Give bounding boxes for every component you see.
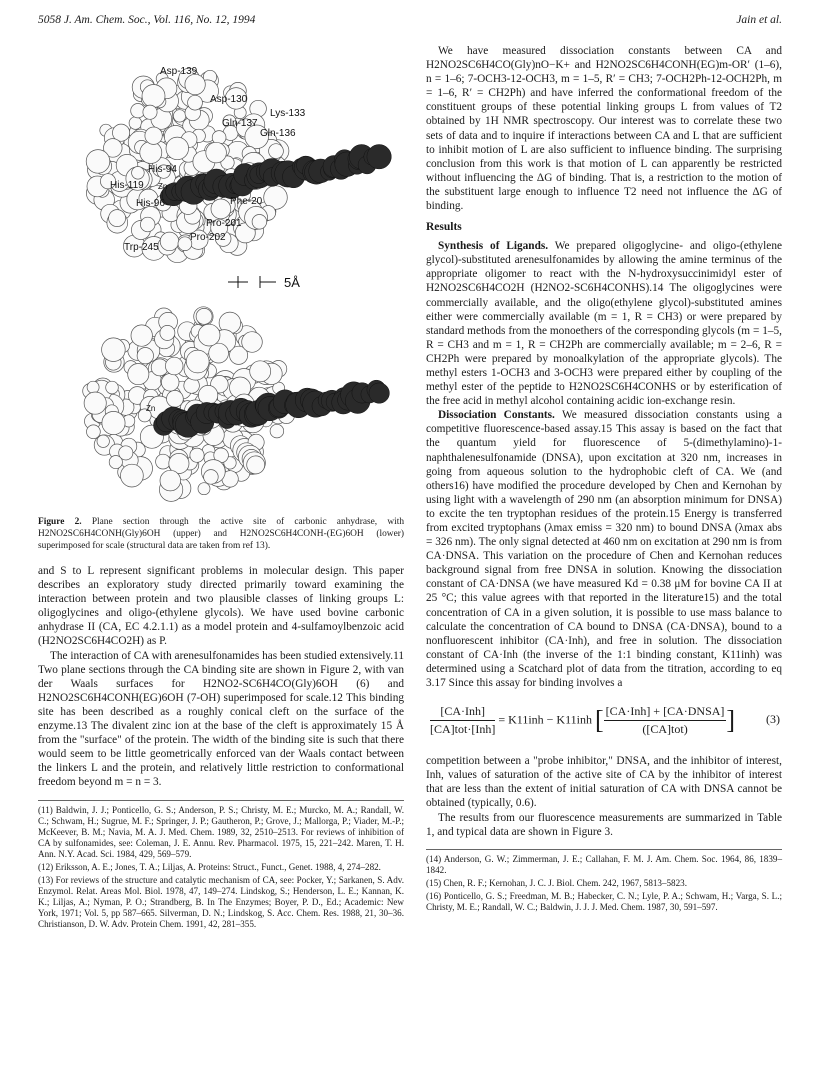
atom-sphere [87, 381, 99, 393]
label-zn-lower: Zn [146, 404, 156, 413]
left-footnotes [38, 800, 404, 930]
atom-sphere [186, 350, 209, 373]
figure-2-graphic [38, 44, 404, 514]
label-zn-upper: Zn [158, 182, 168, 191]
figure-2 [38, 44, 404, 514]
synthesis-text: We prepared oligoglycine- and oligo-(ethylene glycol)-substituted arenesulfonamides by allowing the amine terminus of the appropriate oligomer to react with the N-hydroxysuccinimidyl ester of H2NO2SC6H4CO2H (H2NO2-SC6H4CONHS).14 The oligoglycines were commercially available, and the oligo(ethylene glycol)-substituted amines either were commercially available (m = 1, R = CH3) or were prepared by standard methods from the monoethers of the corresponding glycols (m = 1–5, R = CH3 and m = 1, R = CH2Ph are commercially available; m = 2–6, R = CH2Ph were prepared by monoalkylation of the appropriate glycols). The methyl esters 1-OCH3 and 3-OCH3 were prepared either by coupling of the methyl ester of the peptide to H2NO2SC6H4CONHS or by esterification of the free acid in methyl alcohol containing acidic ion-exchange resin. [426, 240, 782, 408]
atom-sphere [198, 324, 220, 346]
atom-sphere [140, 217, 155, 232]
label-pro-202: Pro-202 [190, 232, 226, 243]
atom-sphere [160, 470, 181, 491]
paragraph-results: The results from our fluorescence measurements are summarized in Table 1, and typical data are shown in Figure 3. [426, 811, 782, 838]
atom-sphere [247, 456, 265, 474]
equation-rhs-numerator: [CA·Inh] + [CA·DNSA] [604, 704, 727, 721]
atom-sphere [102, 338, 126, 362]
atom-sphere [128, 364, 149, 385]
atom-sphere [119, 446, 133, 460]
scale-bar-label: 5Å [284, 275, 300, 290]
atom-sphere [166, 137, 189, 160]
footnote-14: (14) Anderson, G. W.; Zimmerman, J. E.; Callahan, F. M. J. Am. Chem. Soc. 1964, 86, 1839–1842. [426, 853, 782, 875]
atom-sphere [242, 332, 263, 353]
page-header [38, 14, 782, 32]
label-lys-133: Lys-133 [270, 108, 306, 119]
dissociation-subhead: Dissociation Constants. [438, 409, 555, 422]
atom-sphere [204, 470, 219, 485]
atom-sphere [142, 85, 165, 108]
paragraph-competition: competition between a "probe inhibitor," DNSA, and the inhibitor of interest, Inh, values of saturation of the active site of CA by the inhibitor of interest that are less than the extent of initial saturation of CA with DNSA cannot be obtained (typically, 0.6). [426, 755, 782, 810]
atom-sphere [140, 142, 162, 164]
atom-sphere [84, 392, 106, 414]
label-gln-136: Gln-136 [260, 128, 296, 139]
atom-sphere [161, 374, 179, 392]
equation-3: $\frac{\text{[CA·Inh]}}{\text{[CA]tot·[Inh]}}$ = K11inh − K11inh [ $\frac{\text{[CA·Inh] + [CA·DNSA]}}{\text{([CA]tot)}}$ ] (3) [430, 704, 780, 737]
ligand-atom-sphere [367, 145, 391, 169]
running-authors: Jain et al. [736, 14, 782, 26]
atom-sphere [102, 411, 125, 434]
atom-sphere [250, 361, 271, 382]
label-trp-245: Trp-245 [124, 242, 159, 253]
atom-sphere [188, 95, 203, 110]
atom-sphere [173, 110, 185, 122]
paragraph-design: and S to L represent significant problems in molecular design. This paper describes an exploratory study directed primarily toward examining the interaction between protein and two plausible classes of linking groups L: oligoglycines and oligo-(ethylene glycols). We have used bovine carbonic anhydrase II (CA, EC 4.2.1.1) as a model protein and 4-sulfamoylbenzoic acid (H2NO2SC6H4CO2H) as P. [38, 565, 404, 648]
label-pro-201: Pro-201 [206, 218, 242, 229]
label-his-96: His-96 [136, 198, 165, 209]
atom-sphere [129, 117, 142, 130]
footnote-15: (15) Chen, R. F.; Kernohan, J. C. J. Biol. Chem. 242, 1967, 5813–5823. [426, 877, 687, 888]
paragraph-dissociation [426, 408, 782, 690]
equation-number: (3) [766, 712, 780, 727]
synthesis-subhead: Synthesis of Ligands. [438, 240, 549, 253]
atom-sphere [121, 464, 144, 487]
atom-sphere [131, 325, 152, 346]
atom-sphere [190, 448, 204, 462]
ligand-atom-sphere [369, 383, 389, 403]
atom-sphere [206, 142, 227, 163]
footnote-12: (12) Eriksson, A. E.; Jones, T. A.; Liljas, A. Proteins: Struct., Funct., Genet. 1988, 4, 274–282. [38, 861, 381, 872]
label-phe-20: Phe-20 [230, 196, 263, 207]
atom-sphere [211, 199, 231, 219]
atom-sphere [87, 425, 101, 439]
equation-rhs [604, 704, 727, 737]
footnote-16: (16) Ponticello, G. S.; Freedman, M. B.; Habecker, C. N.; Lyle, P. A.; Schwam, H.; Varga, S. L.; Christy, M. E.; Randall, W. C.; Baldwin, J. J. J. Med. Chem. 1987, 30, 591–597. [426, 890, 782, 912]
atom-sphere [167, 390, 184, 407]
atom-sphere [252, 215, 267, 230]
label-gln-137: Gln-137 [222, 118, 258, 129]
footnote-11: (11) Baldwin, J. J.; Ponticello, G. S.; Anderson, P. S.; Christy, M. E.; Murcko, M. A.; Randall, W. C.; Schwam, H.; Sugrue, M. F.; Springer, J. P.; Gautheron, P.; Grove, J.; Mallorga, P.; Viader, M.-P.; McKeever, B. M.; Navia, M. A. J. Med. Chem. 1989, 32, 2510–2513. For reviews of inhibition of CA by sulfonamides, see: Coleman, J. E. Annu. Rev. Pharmacol. 1975, 15, 221–242. Maren, T. H. Ann. N.Y. Acad. Sci. 1984, 429, 569–579. [38, 804, 404, 859]
label-his-119: His-119 [110, 180, 144, 191]
right-footnotes [426, 849, 782, 913]
footnote-13: (13) For reviews of the structure and catalytic mechanism of CA, see: Pocker, Y.; Sarkanen, S. Adv. Enzymol. Relat. Areas Mol. Biol. 1978, 47, 149–274. Lindskog, S.; Henderson, L. E.; Kannan, K. K.; Liljas, A.; Nyman, P. O.; Strandberg, B. In The Enzymes; Boyer, P. D., Ed.; Academic: New York, 1971; Vol. 5, pp 587–665. Silverman, D. N.; Lindskog, S. Acc. Chem. Res. 1988, 21, 30–36. Christianson, D. W. Adv. Protein Chem. 1991, 42, 281–355. [38, 874, 404, 929]
atom-sphere [137, 348, 153, 364]
dissociation-text: We measured dissociation constants using a competitive fluorescence-based assay.15 This assay is based on the fact that the quantum yield for fluorescence of 5-(dimethylamino)-1-naphthalenesulfonamide (DNSA), upon excitation at 320 nm, increases in going from aqueous solution to the hydrophobic cleft of CA. We (and others16) have modified the procedure developed by Chen and Kernohan by using light with a wavelength of 290 nm (an absorption minimum for DNSA) to excite the ten tryptophan residues of the protein.15 Energy is transferred from excited tryptophans (λmax emiss = 320 nm) to bound DNSA (λmax abs = 326 nm). The only signal detected at 460 nm on excitation at 290 nm is from CA·DNSA. This variation on the procedure of Chen and Kernohan reduces background signal from free DNSA in solution. Knowing the dissociation constant of CA·DNSA (we have measured Kd = 0.38 μM for bovine CA II at 25 °C; this value agrees with that reported in the literature15) and the total concentration of CA in a given solution, it is possible to use mass balance to calculate the concentration of CA bound to DNSA (CA·DNSA), bound to a nonfluorescent inhibitor (CA·Inh), and free in solution. The dissociation constant of CA·Inh (the inverse of the 1:1 binding constant, K11inh) was determined using a Scatchard plot of data from the titration, according to eq 3.17 Since this assay for binding involves a [426, 409, 783, 690]
atom-sphere [198, 483, 210, 495]
atom-sphere [269, 144, 284, 159]
equation-rhs-denominator: ([CA]tot) [642, 722, 688, 737]
atom-sphere [156, 454, 171, 469]
atom-sphere [132, 167, 145, 180]
atom-sphere [86, 150, 110, 174]
equation-lhs-denominator: [CA]tot·[Inh] [430, 722, 496, 737]
equation-lhs-numerator: [CA·Inh] [430, 704, 495, 721]
atom-sphere [106, 381, 119, 394]
figure-2-caption [38, 516, 404, 552]
atom-sphere [143, 105, 157, 119]
left-column [38, 44, 404, 932]
atom-sphere [196, 308, 212, 324]
atom-sphere [109, 210, 126, 227]
atom-sphere [185, 74, 205, 94]
atom-sphere [145, 127, 162, 144]
atom-sphere [160, 325, 175, 340]
right-column [426, 44, 782, 915]
equation-rhs-prefix: = K11inh − K11inh [498, 712, 592, 727]
results-heading: Results [426, 221, 462, 234]
scale-bar [228, 276, 276, 288]
journal-citation: 5058 J. Am. Chem. Soc., Vol. 116, No. 12, 1994 [38, 14, 256, 26]
figure-caption-text: Plane section through the active site of carbonic anhydrase, with H2NO2SC6H4CONH(Gly)6OH (upper) and H2NO2SC6H4CONH-(EG)6OH (lower) superimposed for scale (structural data are taken from ref 13). [38, 517, 405, 551]
paragraph-intro: We have measured dissociation constants between CA and H2NO2SC6H4CO(Gly)nO−K+ and H2NO2SC6H4CONH(EG)m-OR′ (1–6), n = 1–6; 7-OCH3-12-OCH3, m = 1–5, R′ = CH3; 7-OCH2Ph-12-OCH2Ph, m = 1–6, R′ = CH2Ph) and have inferred the conformational freedom of the constituent groups of these potential linking groups L from values of T2 obtained by 1H NMR spectroscopy. Our interest was to correlate these two sets of data and to inquire if interactions between CA and L that are sufficient to inhibit motion of L are also sufficient to influence binding. The surprising conclusion from this work is that motion of L can apparently be restricted without influencing the ΔG of binding. That is, a restriction to the motion of the substituent large enough to influence T2 need not influence the ΔG of binding. [426, 45, 782, 213]
atom-sphere [270, 424, 284, 438]
atom-sphere [209, 343, 229, 363]
label-asp-139: Asp-139 [160, 66, 198, 77]
label-his-94: His-94 [148, 164, 177, 175]
equation-lhs [430, 704, 495, 737]
atom-sphere [165, 357, 183, 375]
paragraph-interaction: The interaction of CA with arenesulfonamides has been studied extensively.11 Two plane sections through the CA binding site are shown in Figure 2, with van der Waals surfaces for H2NO2-SC6H4CO(Gly)6OH (6) and H2NO2SC6H4CONH(EG)6OH (7-OH) superimposed for scale.12 This binding site has been described as a roughly conical cleft on the surface of the enzyme.13 The divalent zinc ion at the base of the cleft is approximately 15 Å from the "surface" of the protein. The width of the binding site is such that there would seem to be little geometrically enforced van der Waals contact between the linkers L and the protein, and relatively little restriction to conformational freedom beyond m = n = 3. [38, 649, 404, 789]
figure-caption-label: Figure 2. [38, 517, 82, 527]
atom-sphere [160, 232, 179, 251]
paragraph-synthesis [426, 239, 782, 408]
atom-sphere [97, 435, 109, 447]
label-asp-130: Asp-130 [210, 94, 248, 105]
